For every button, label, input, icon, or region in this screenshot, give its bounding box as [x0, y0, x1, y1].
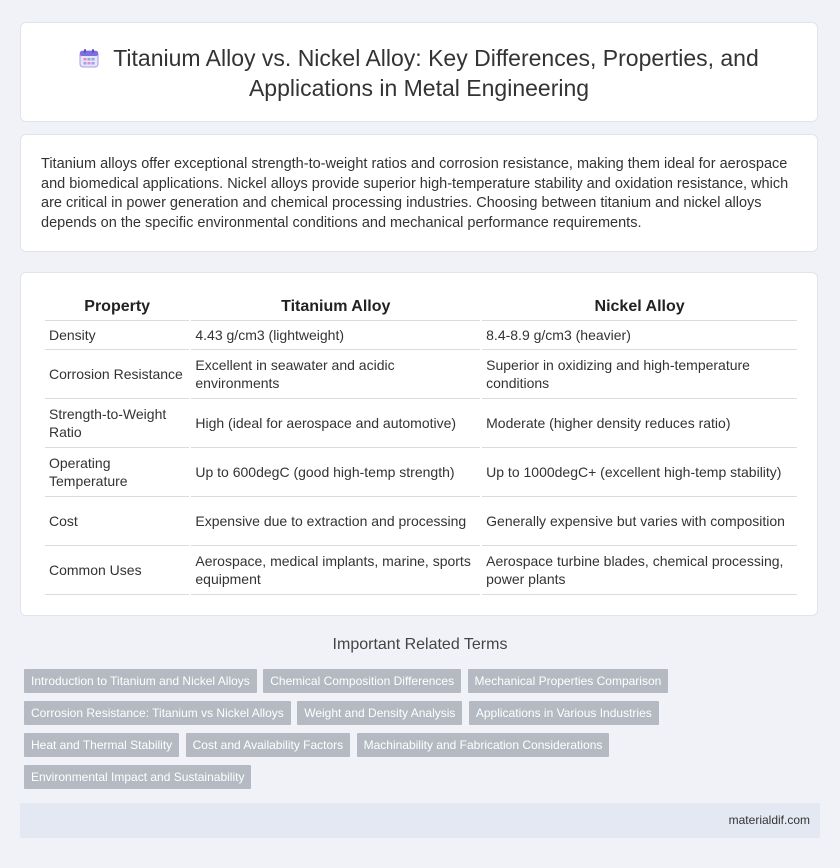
- table-cell: Excellent in seawater and acidic environments: [191, 350, 480, 399]
- table-cell: Aerospace turbine blades, chemical processing, power plants: [482, 546, 797, 595]
- related-term-tag[interactable]: Corrosion Resistance: Titanium vs Nickel Alloys: [24, 701, 291, 725]
- related-term-tag[interactable]: Chemical Composition Differences: [263, 669, 461, 693]
- table-cell: High (ideal for aerospace and automotive): [191, 399, 480, 448]
- table-cell: Moderate (higher density reduces ratio): [482, 399, 797, 448]
- table-row: [45, 448, 797, 497]
- calendar-icon: [79, 48, 99, 68]
- table-cell: 4.43 g/cm3 (lightweight): [191, 321, 480, 350]
- table-row: [45, 350, 797, 399]
- table-cell: Aerospace, medical implants, marine, sports equipment: [191, 546, 480, 595]
- table-row: [45, 546, 797, 595]
- page-title: Titanium Alloy vs. Nickel Alloy: Key Differences, Properties, and Applications in Metal Engineering: [113, 45, 759, 101]
- related-term-tag[interactable]: Machinability and Fabrication Considerations: [357, 733, 610, 757]
- table-header-row: [45, 295, 797, 321]
- footer: [20, 803, 820, 838]
- table-cell: Common Uses: [45, 546, 189, 595]
- intro-card: [20, 134, 818, 252]
- related-term-tag[interactable]: Environmental Impact and Sustainability: [24, 765, 251, 789]
- related-term-tag[interactable]: Cost and Availability Factors: [186, 733, 351, 757]
- comparison-table-card: [20, 272, 818, 616]
- intro-text: Titanium alloys offer exceptional strength-to-weight ratios and corrosion resistance, making them ideal for aerospace and biomedical applications. Nickel alloys provide superior high-temperature stability and oxidation resistance, which are critical in power generation and chemical processing industries. Choosing between titanium and nickel alloys depends on the specific environmental conditions and mechanical performance requirements.: [41, 156, 789, 231]
- table-cell: Cost: [45, 497, 189, 546]
- footer-site-link[interactable]: materialdif.com: [728, 813, 810, 827]
- table-cell: Corrosion Resistance: [45, 350, 189, 399]
- column-header-property: Property: [45, 295, 189, 321]
- column-header-nickel: Nickel Alloy: [482, 295, 797, 321]
- related-term-tag[interactable]: Heat and Thermal Stability: [24, 733, 179, 757]
- table-row: [45, 497, 797, 546]
- related-term-tag[interactable]: Introduction to Titanium and Nickel Alloys: [24, 669, 257, 693]
- related-term-tag[interactable]: Weight and Density Analysis: [297, 701, 462, 725]
- related-term-tag[interactable]: Applications in Various Industries: [469, 701, 659, 725]
- table-cell: 8.4-8.9 g/cm3 (heavier): [482, 321, 797, 350]
- comparison-table: [43, 295, 799, 595]
- table-cell: Up to 600degC (good high-temp strength): [191, 448, 480, 497]
- related-term-tag[interactable]: Mechanical Properties Comparison: [468, 669, 669, 693]
- table-cell: Operating Temperature: [45, 448, 189, 497]
- page-title-container: [61, 43, 777, 103]
- related-terms-heading: Important Related Terms: [332, 636, 508, 653]
- table-cell: Generally expensive but varies with composition: [482, 497, 797, 546]
- header-card: [20, 22, 818, 122]
- related-terms-list: [24, 669, 804, 797]
- table-cell: Density: [45, 321, 189, 350]
- table-cell: Strength-to-Weight Ratio: [45, 399, 189, 448]
- table-row: [45, 321, 797, 350]
- table-cell: Up to 1000degC+ (excellent high-temp stability): [482, 448, 797, 497]
- table-cell: Superior in oxidizing and high-temperature conditions: [482, 350, 797, 399]
- column-header-titanium: Titanium Alloy: [191, 295, 480, 321]
- table-row: [45, 399, 797, 448]
- table-cell: Expensive due to extraction and processing: [191, 497, 480, 546]
